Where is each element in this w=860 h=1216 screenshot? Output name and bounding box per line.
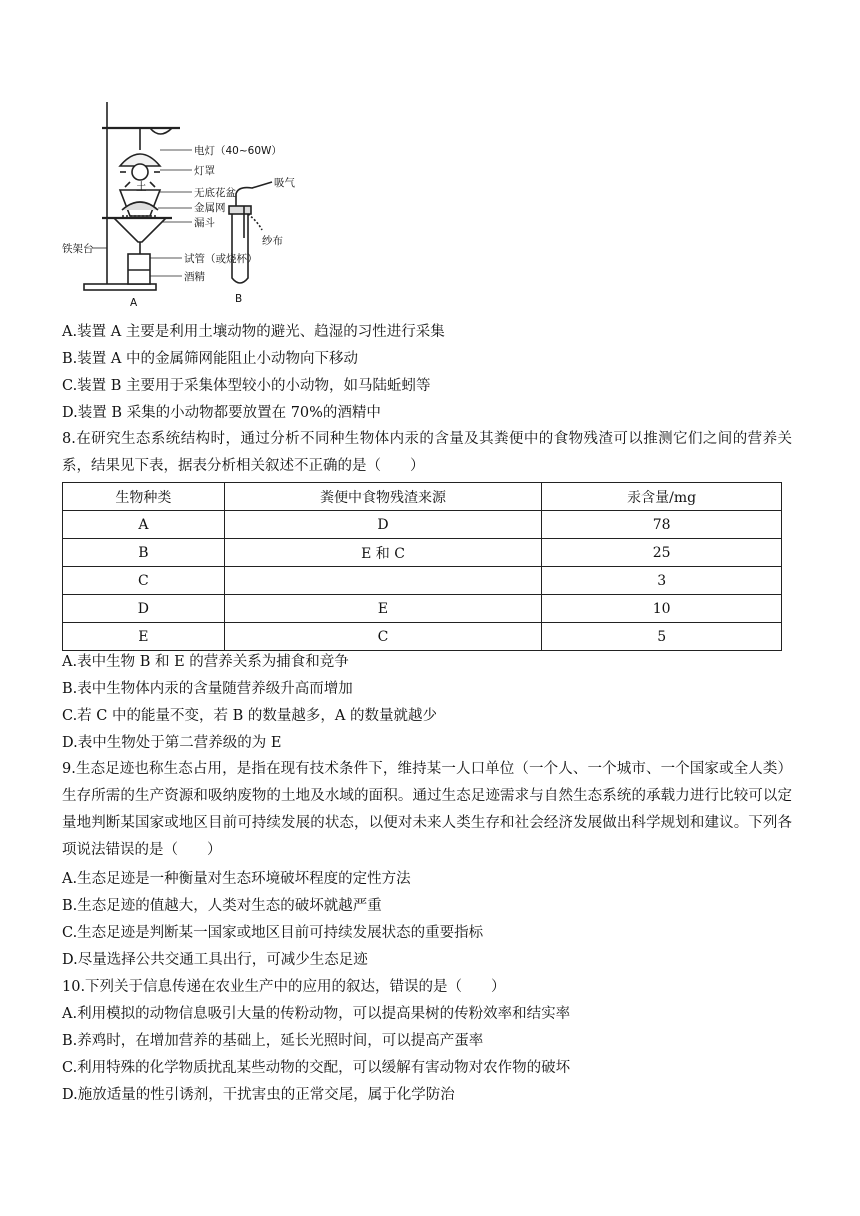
q10-stem: 10.下列关于信息传递在农业生产中的应用的叙达，错误的是（ ）: [62, 979, 506, 995]
label-soil: 土: [136, 181, 147, 193]
q9-option-a: A.生态足迹是一种衡量对生态环境破坏程度的定性方法: [62, 871, 411, 887]
funnel: [114, 218, 166, 242]
table-cell: D: [224, 511, 542, 539]
table-cell: C: [224, 623, 542, 651]
label-alcohol: 酒精: [184, 271, 205, 283]
q7-option-b: B.装置 A 中的金属筛网能阻止小动物向下移动: [62, 351, 358, 367]
q9-option-b: B.生态足迹的值越大，人类对生态的破坏就越严重: [62, 898, 382, 914]
table-cell: C: [63, 567, 225, 595]
apparatus-figure: [62, 98, 312, 312]
test-tube: [128, 254, 150, 284]
table-cell: D: [63, 595, 225, 623]
label-a: A: [130, 297, 138, 309]
q9-option-d: D.尽量选择公共交通工具出行，可减少生态足迹: [62, 952, 368, 968]
table-row: [63, 539, 782, 567]
table-cell: 3: [542, 567, 782, 595]
q8-option-c: C.若 C 中的能量不变，若 B 的数量越多，A 的数量就越少: [62, 708, 437, 724]
label-gauze: 纱布: [262, 235, 283, 247]
q8-option-a: A.表中生物 B 和 E 的营养关系为捕食和竞争: [62, 654, 349, 670]
aspirator-tube: [232, 210, 248, 283]
q7-option-a: A.装置 A 主要是利用土壤动物的避光、趋湿的习性进行采集: [62, 324, 445, 340]
q10-option-d: D.施放适量的性引诱剂，干扰害虫的正常交尾，属于化学防治: [62, 1087, 455, 1103]
q10-option-c: C.利用特殊的化学物质扰乱某些动物的交配，可以缓解有害动物对农作物的破坏: [62, 1060, 571, 1076]
table-header-row: [63, 483, 782, 511]
table-cell: 25: [542, 539, 782, 567]
table-row: [63, 567, 782, 595]
table-cell: E: [224, 595, 542, 623]
table-cell: E 和 C: [224, 539, 542, 567]
table-header: 生物种类: [63, 483, 225, 511]
table-cell: 5: [542, 623, 782, 651]
label-mesh: 金属网: [194, 202, 226, 214]
q9-option-c: C.生态足迹是判断某一国家或地区目前可持续发展状态的重要指标: [62, 925, 484, 941]
q9-stem: 9.生态足迹也称生态占用，是指在现有技术条件下，维持某一人口单位（一个人、一个城市、一个国家或全人类）生存所需的生产资源和吸纳废物的土地及水域的面积。通过生态足迹需求与自然生态系统的承载力进行比较可以定量地判断某国家或地区目前可持续发展的状态，以便对未来人类生存和社会经济发展做出科学规划和建议。下列各项说法错误的是（ ）: [62, 761, 792, 858]
table-cell: [224, 567, 542, 595]
table-cell: A: [63, 511, 225, 539]
label-shade: 灯罩: [194, 165, 215, 177]
table-cell: E: [63, 623, 225, 651]
label-stand: 铁架台: [62, 243, 94, 255]
label-inhale: 吸气: [274, 177, 295, 189]
table-cell: B: [63, 539, 225, 567]
table-row: [63, 623, 782, 651]
table-cell: 78: [542, 511, 782, 539]
q10-option-b: B.养鸡时，在增加营养的基础上，延长光照时间，可以提高产蛋率: [62, 1033, 484, 1049]
table-header: 汞含量/mg: [542, 483, 782, 511]
label-tube: 试管（或烧杯）: [184, 253, 258, 265]
q7-option-c: C.装置 B 主要用于采集体型较小的小动物，如马陆蚯蚓等: [62, 378, 431, 394]
label-b: B: [235, 293, 243, 305]
lamp-bulb: [132, 164, 148, 180]
q8-option-b: B.表中生物体内汞的含量随营养级升高而增加: [62, 681, 353, 697]
table-cell: 10: [542, 595, 782, 623]
q8-option-d: D.表中生物处于第二营养级的为 E: [62, 735, 282, 751]
q10-option-a: A.利用模拟的动物信息吸引大量的传粉动物，可以提高果树的传粉效率和结实率: [62, 1006, 571, 1022]
mercury-table: [62, 482, 782, 651]
table-row: [63, 595, 782, 623]
label-lamp: 电灯（40~60W）: [194, 145, 282, 157]
label-funnel: 漏斗: [194, 217, 215, 229]
q7-option-d: D.装置 B 采集的小动物都要放置在 70%的酒精中: [62, 405, 381, 421]
q8-stem: 8.在研究生态系统结构时，通过分析不同种生物体内汞的含量及其粪便中的食物残渣可以推测它们之间的营养关系，结果见下表，据表分析相关叙述不正确的是（ ）: [62, 431, 792, 474]
table-row: [63, 511, 782, 539]
stand-base: [84, 284, 156, 290]
table-header: 粪便中食物残渣来源: [224, 483, 542, 511]
label-pot: 无底花盆: [194, 187, 236, 199]
